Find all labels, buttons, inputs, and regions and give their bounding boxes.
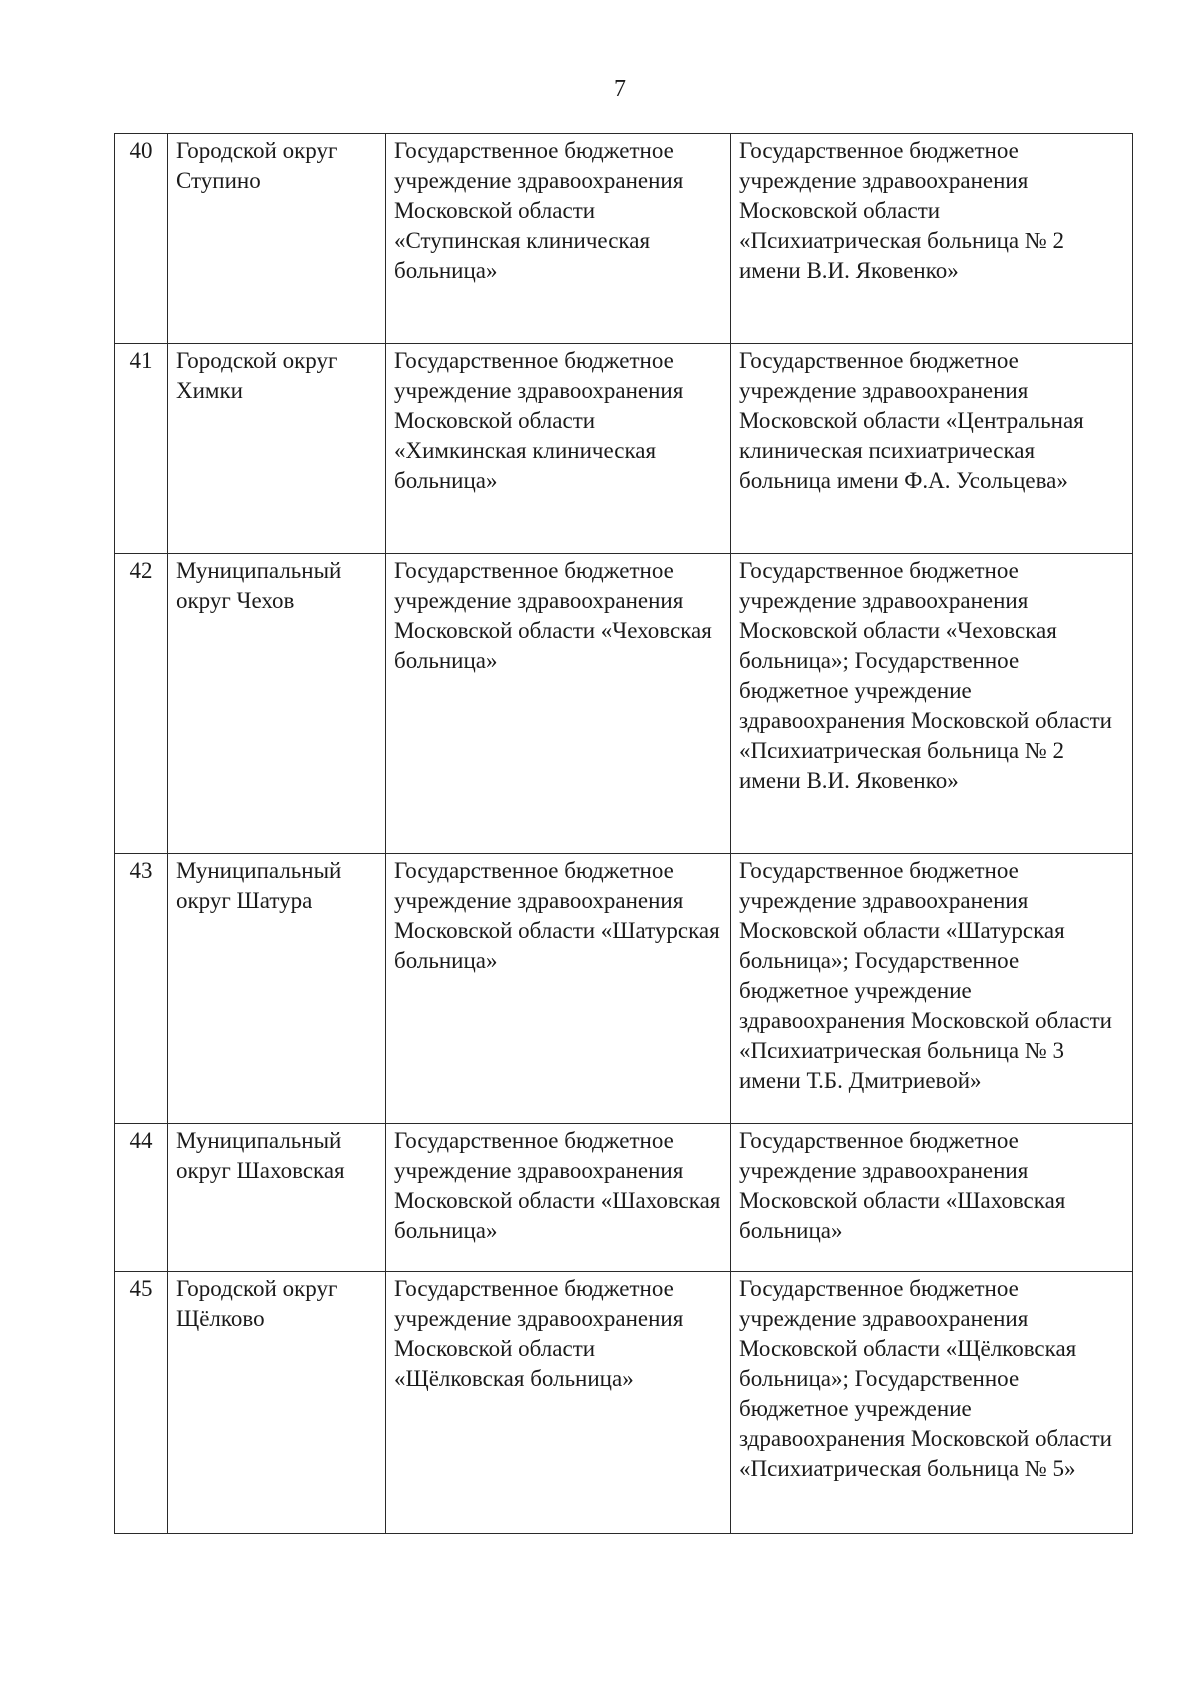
row-number: 45: [115, 1272, 168, 1534]
row-number: 42: [115, 554, 168, 854]
page-number: 7: [614, 76, 626, 102]
specialized-institution-cell: Государственное бюджетное учреждение здравоохранения Московской области «Психиатрическая больница № 2 имени В.И. Яковенко»: [731, 134, 1133, 344]
specialized-institution-cell: Государственное бюджетное учреждение здравоохранения Московской области «Шаховская больница»: [731, 1124, 1133, 1272]
hospital-assignment-table: [114, 133, 1133, 1534]
municipality-cell: Муниципальный округ Шаховская: [168, 1124, 386, 1272]
municipality-cell: Городской округ Щёлково: [168, 1272, 386, 1534]
specialized-institution-cell: Государственное бюджетное учреждение здравоохранения Московской области «Центральная клиническая психиатрическая больница имени Ф.А. Усольцева»: [731, 344, 1133, 554]
institution-cell: Государственное бюджетное учреждение здравоохранения Московской области «Шатурская больница»: [386, 854, 731, 1124]
institution-cell: Государственное бюджетное учреждение здравоохранения Московской области «Щёлковская больница»: [386, 1272, 731, 1534]
specialized-institution-cell: Государственное бюджетное учреждение здравоохранения Московской области «Шатурская больница»; Государственное бюджетное учреждение здравоохранения Московской области «Психиатрическая больница № 3 имени Т.Б. Дмитриевой»: [731, 854, 1133, 1124]
specialized-institution-cell: Государственное бюджетное учреждение здравоохранения Московской области «Щёлковская больница»; Государственное бюджетное учреждение здравоохранения Московской области «Психиатрическая больница № 5»: [731, 1272, 1133, 1534]
municipality-cell: Городской округ Ступино: [168, 134, 386, 344]
table-row: [115, 134, 1133, 344]
institution-cell: Государственное бюджетное учреждение здравоохранения Московской области «Ступинская клиническая больница»: [386, 134, 731, 344]
row-number: 40: [115, 134, 168, 344]
table-row: [115, 1272, 1133, 1534]
municipality-cell: Муниципальный округ Шатура: [168, 854, 386, 1124]
institution-cell: Государственное бюджетное учреждение здравоохранения Московской области «Чеховская больница»: [386, 554, 731, 854]
row-number: 43: [115, 854, 168, 1124]
institution-cell: Государственное бюджетное учреждение здравоохранения Московской области «Шаховская больница»: [386, 1124, 731, 1272]
row-number: 44: [115, 1124, 168, 1272]
municipality-cell: Муниципальный округ Чехов: [168, 554, 386, 854]
table-row: [115, 344, 1133, 554]
row-number: 41: [115, 344, 168, 554]
specialized-institution-cell: Государственное бюджетное учреждение здравоохранения Московской области «Чеховская больница»; Государственное бюджетное учреждение здравоохранения Московской области «Психиатрическая больница № 2 имени В.И. Яковенко»: [731, 554, 1133, 854]
municipality-cell: Городской округ Химки: [168, 344, 386, 554]
table-row: [115, 854, 1133, 1124]
institution-cell: Государственное бюджетное учреждение здравоохранения Московской области «Химкинская клиническая больница»: [386, 344, 731, 554]
table-row: [115, 1124, 1133, 1272]
table-row: [115, 554, 1133, 854]
